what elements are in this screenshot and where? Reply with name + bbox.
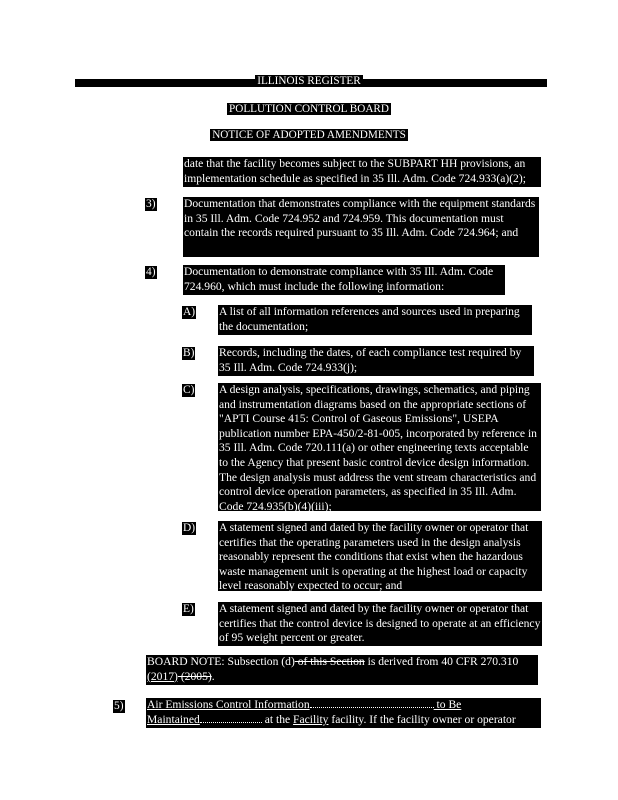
sub-c-text: A design analysis, specifications, drawings, schematics, and piping and instrumentation diagrams based on the appropriate sections of "APTI Course 415: Control of Gaseous Emissions", USEPA publication number EPA-450/2-81-005, incorporated by reference in 35 Ill. Adm. Code 720.111(a) or other engineering texts acceptable to the Agency that present basic control device design information. The design analysis must address the vent stream characteristics and control device operation parameters, as specified in 35 Ill. Adm. Code 724.935(b)(4)(iii); bbox=[218, 383, 541, 511]
sub-e-text: A statement signed and dated by the facility owner or operator that certifies that the control device is designed to operate at an efficiency of 95 weight percent or greater. bbox=[219, 602, 541, 645]
item-5-text: Air Emissions Control Information to Be Maintained at the Facility facility. If the facility owner or operator bbox=[146, 698, 541, 728]
sub-d-label: D) bbox=[183, 522, 196, 534]
intro-paragraph: date that the facility becomes subject to the SUBPART HH provisions, an implementation schedule as specified in 35 Ill. Adm. Code 724.933(a)(2); bbox=[183, 157, 541, 187]
board-title: POLLUTION CONTROL BOARD bbox=[229, 103, 389, 115]
item-5-label: 5) bbox=[114, 700, 124, 712]
sub-c-label: C) bbox=[183, 384, 195, 396]
sub-d-text: A statement signed and dated by the facility owner or operator that certifies that the operating parameters used in the design analysis reasonably represent the conditions that exist when the hazardous waste management unit is operating at the highest load or capacity level reasonably expected to occur; and bbox=[218, 521, 542, 591]
notice-title: NOTICE OF ADOPTED AMENDMENTS bbox=[212, 129, 406, 141]
register-title: ILLINOIS REGISTER bbox=[257, 75, 361, 87]
sub-a-label: A) bbox=[183, 306, 196, 318]
sub-b-text: Records, including the dates, of each compliance test required by 35 Ill. Adm. Code 724.933(j); bbox=[218, 346, 534, 376]
item-4-label: 4) bbox=[146, 266, 156, 278]
board-note: BOARD NOTE: Subsection (d) of this Section is derived from 40 CFR 270.310 (2017) (2005). bbox=[146, 655, 538, 685]
sub-e-label: E) bbox=[183, 603, 194, 615]
item-4-text: Documentation to demonstrate compliance with 35 Ill. Adm. Code 724.960, which must include the following information: bbox=[183, 265, 505, 295]
item-3-label: 3) bbox=[146, 198, 156, 210]
item-3-text: Documentation that demonstrates compliance with the equipment standards in 35 Ill. Adm. Code 724.952 and 724.959. This documentation must contain the records required pursuant to 35 Ill. Adm. Code 724.964; and bbox=[183, 197, 539, 257]
sub-a-text: A list of all information references and sources used in preparing the documentation; bbox=[218, 305, 532, 335]
sub-b-label: B) bbox=[183, 347, 195, 359]
